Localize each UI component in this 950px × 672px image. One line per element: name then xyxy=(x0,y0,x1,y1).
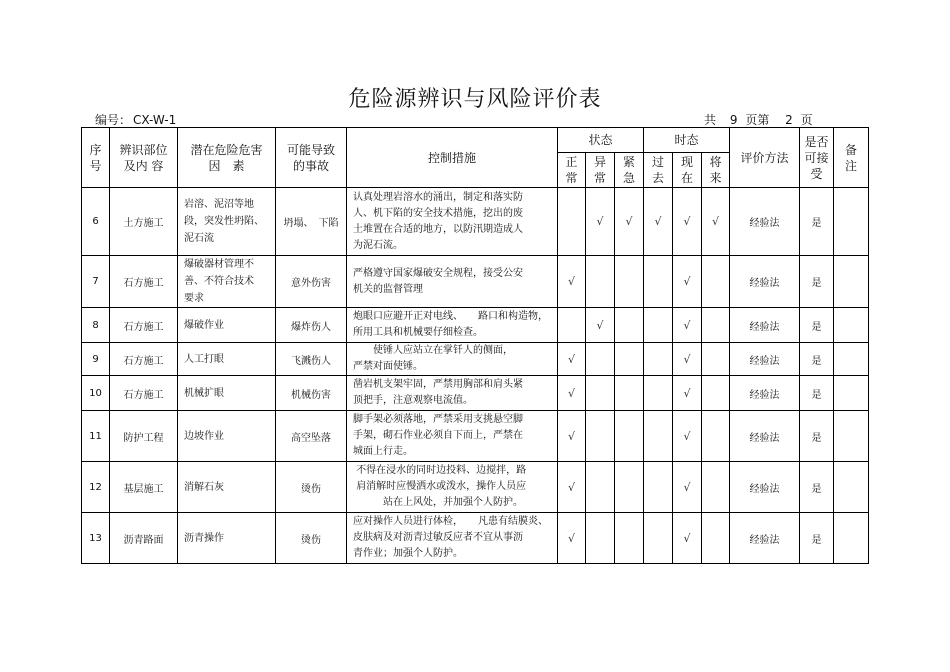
cell-part xyxy=(110,411,178,462)
cell-seq-text: 11 xyxy=(89,430,102,442)
cell-emergency xyxy=(615,411,644,462)
cell-accident xyxy=(276,462,347,513)
cell-future xyxy=(702,256,730,308)
cell-normal-text: √ xyxy=(567,429,575,443)
cell-accept-text: 是 xyxy=(811,432,822,444)
cell-part xyxy=(110,308,178,343)
cell-normal xyxy=(558,343,586,376)
cell-measure-text: 脚手架必须落地，严禁采用支挑悬空脚 手架，砌石作业必须自下而上，严禁在 城面上行走。 xyxy=(353,414,523,457)
cell-accept-text: 是 xyxy=(811,278,822,289)
cell-future-text: √ xyxy=(711,215,719,228)
cell-future xyxy=(702,308,730,343)
header-accident: 可能导致 的事故 xyxy=(276,128,347,188)
cell-measure-text: 应对操作人员进行体检， 凡患有结膜炎、 皮肤病及对沥青过敏反应者不宜从事沥 青作业；加强个人防护。 xyxy=(353,516,548,559)
cell-hazard xyxy=(178,188,276,256)
cell-measure-text: 炮眼口应避开正对电线、 路口和构造物， 所用工具和机械要仔细检查。 xyxy=(353,311,548,338)
cell-abnormal xyxy=(586,376,615,411)
cell-accident xyxy=(276,411,347,462)
cell-method-text: 经验法 xyxy=(749,355,780,367)
cell-part-text: 石方施工 xyxy=(123,278,164,289)
cell-remark xyxy=(834,256,869,308)
cell-method-text: 经验法 xyxy=(749,483,780,495)
cell-hazard-text: 爆破作业 xyxy=(184,319,224,331)
cell-seq-text: 12 xyxy=(89,481,102,493)
cell-part xyxy=(110,513,178,564)
cell-remark xyxy=(834,188,869,256)
cell-future xyxy=(702,188,730,256)
risk-table xyxy=(81,127,869,564)
cell-hazard-text: 边坡作业 xyxy=(184,430,224,442)
cell-hazard xyxy=(178,343,276,376)
cell-normal-text: √ xyxy=(567,386,575,400)
cell-measure-text: 使锤人应站立在掌钎人的侧面， 严禁对面使锤。 xyxy=(353,345,513,372)
cell-seq-text: 10 xyxy=(89,387,102,399)
cell-accept xyxy=(800,188,834,256)
cell-future xyxy=(702,411,730,462)
header-tense-future: 将 来 xyxy=(702,153,730,188)
cell-emergency xyxy=(615,462,644,513)
cell-method-text: 经验法 xyxy=(749,278,780,289)
cell-part-text: 土方施工 xyxy=(123,218,164,229)
cell-seq-text: 7 xyxy=(92,276,99,287)
cell-accept xyxy=(800,462,834,513)
cell-now xyxy=(673,462,702,513)
cell-measure-text: 严格遵守国家爆破安全规程，接受公安 机关的监督管理 xyxy=(353,267,523,295)
cell-part xyxy=(110,256,178,308)
cell-accident-text: 机械伤害 xyxy=(291,389,331,401)
header-state-normal: 正 常 xyxy=(558,153,586,188)
cell-seq xyxy=(82,308,110,343)
cell-normal-text: √ xyxy=(567,352,575,366)
cell-seq xyxy=(82,513,110,564)
cell-hazard-text: 岩溶、泥沼等地 段，突发性坍陷、 泥石流 xyxy=(184,199,264,244)
cell-future xyxy=(702,376,730,411)
cell-hazard xyxy=(178,256,276,308)
cell-normal xyxy=(558,308,586,343)
header-seq: 序 号 xyxy=(82,128,110,188)
cell-seq-text: 13 xyxy=(89,532,102,544)
cell-method xyxy=(730,376,800,411)
cell-abnormal xyxy=(586,188,615,256)
cell-emergency xyxy=(615,513,644,564)
table-row xyxy=(82,256,869,308)
cell-hazard-text: 沥青操作 xyxy=(184,532,224,544)
doc-number xyxy=(95,111,176,128)
cell-past xyxy=(644,343,673,376)
cell-measure xyxy=(347,308,558,343)
cell-remark xyxy=(834,513,869,564)
cell-measure xyxy=(347,376,558,411)
cell-accept-text: 是 xyxy=(811,534,822,546)
cell-hazard-text: 机械扩眼 xyxy=(184,387,224,399)
cell-seq xyxy=(82,188,110,256)
doc-number-value: CX-W-1 xyxy=(133,113,177,127)
cell-part xyxy=(110,462,178,513)
table-row xyxy=(82,513,869,564)
cell-remark xyxy=(834,376,869,411)
header-accept: 是否 可接 受 xyxy=(800,128,834,188)
cell-now-text: √ xyxy=(683,386,691,400)
cell-hazard-text: 人工打眼 xyxy=(184,353,224,365)
cell-normal xyxy=(558,411,586,462)
cell-now-text: √ xyxy=(683,480,691,494)
cell-accept xyxy=(800,411,834,462)
cell-measure-text: 认真处理岩溶水的涌出，制定和落实防 人、机下陷的安全技术措施，挖出的废 土堆置在合适的地方，以防汛期造成人 为泥石流。 xyxy=(353,191,523,251)
cell-abnormal xyxy=(586,256,615,308)
page-total-prefix: 共 xyxy=(704,113,717,127)
cell-part-text: 沥青路面 xyxy=(123,534,164,546)
page-total-suffix: 页第 xyxy=(745,113,770,127)
page-total: 9 xyxy=(729,113,738,127)
cell-accept-text: 是 xyxy=(811,218,822,229)
cell-remark xyxy=(834,462,869,513)
cell-accept-text: 是 xyxy=(811,321,822,333)
cell-emergency xyxy=(615,188,644,256)
header-measure: 控制措施 xyxy=(347,128,558,188)
table-row xyxy=(82,343,869,376)
page-info xyxy=(704,111,813,128)
header-tense-now: 现 在 xyxy=(673,153,702,188)
cell-measure xyxy=(347,188,558,256)
cell-measure xyxy=(347,462,558,513)
cell-future xyxy=(702,513,730,564)
table-row xyxy=(82,411,869,462)
cell-accident-text: 意外伤害 xyxy=(291,278,331,289)
cell-method xyxy=(730,462,800,513)
cell-accident-text: 烫伤 xyxy=(301,483,321,495)
cell-now xyxy=(673,308,702,343)
cell-accept xyxy=(800,256,834,308)
cell-accept xyxy=(800,513,834,564)
cell-hazard xyxy=(178,513,276,564)
cell-method xyxy=(730,343,800,376)
cell-accept xyxy=(800,343,834,376)
cell-now-text: √ xyxy=(683,275,691,288)
header-state-abnormal: 异 常 xyxy=(586,153,615,188)
cell-accident-text: 爆炸伤人 xyxy=(291,321,331,333)
cell-normal-text: √ xyxy=(567,275,575,288)
header-state-emergency: 紧 急 xyxy=(615,153,644,188)
cell-past xyxy=(644,513,673,564)
cell-normal xyxy=(558,256,586,308)
cell-emergency xyxy=(615,308,644,343)
cell-past xyxy=(644,308,673,343)
page-current: 2 xyxy=(785,113,793,127)
cell-part xyxy=(110,188,178,256)
cell-measure-text: 凿岩机支架牢固，严禁用胸部和肩头紧 顶把手，注意观察电流值。 xyxy=(353,379,523,406)
cell-abnormal xyxy=(586,411,615,462)
cell-now xyxy=(673,376,702,411)
cell-method xyxy=(730,411,800,462)
page-current-suffix: 页 xyxy=(800,113,813,127)
cell-measure xyxy=(347,256,558,308)
cell-hazard-text: 消解石灰 xyxy=(184,481,224,493)
cell-emergency xyxy=(615,343,644,376)
cell-now-text: √ xyxy=(683,429,691,443)
cell-part-text: 石方施工 xyxy=(123,389,164,401)
header-hazard: 潜在危险危害 因 素 xyxy=(178,128,276,188)
cell-now xyxy=(673,343,702,376)
cell-seq xyxy=(82,343,110,376)
cell-seq-text: 6 xyxy=(92,216,99,227)
cell-hazard xyxy=(178,308,276,343)
cell-accident xyxy=(276,343,347,376)
cell-method-text: 经验法 xyxy=(749,218,780,229)
cell-accept-text: 是 xyxy=(811,389,822,401)
cell-past xyxy=(644,411,673,462)
cell-method-text: 经验法 xyxy=(749,432,780,444)
cell-normal-text: √ xyxy=(567,531,575,545)
cell-accident xyxy=(276,376,347,411)
cell-future xyxy=(702,343,730,376)
cell-accept xyxy=(800,376,834,411)
cell-accident xyxy=(276,308,347,343)
page-title: 危险源辨识与风险评价表 xyxy=(348,87,602,112)
cell-now xyxy=(673,256,702,308)
cell-future xyxy=(702,462,730,513)
cell-hazard xyxy=(178,376,276,411)
header-part: 辨识部位 及内 容 xyxy=(110,128,178,188)
cell-accident-text: 烫伤 xyxy=(301,534,321,546)
cell-normal-text: √ xyxy=(567,480,575,494)
cell-emergency xyxy=(615,376,644,411)
header-state: 状态 xyxy=(558,128,644,153)
cell-remark xyxy=(834,343,869,376)
table-row xyxy=(82,376,869,411)
cell-now xyxy=(673,411,702,462)
cell-abnormal xyxy=(586,513,615,564)
header-remark: 备 注 xyxy=(834,128,869,188)
cell-abnormal xyxy=(586,462,615,513)
cell-emergency-text: √ xyxy=(625,215,633,228)
cell-past-text: √ xyxy=(654,215,662,228)
header-tense: 时态 xyxy=(644,128,730,153)
cell-accident-text: 高空坠落 xyxy=(291,432,331,444)
cell-past xyxy=(644,256,673,308)
cell-now-text: √ xyxy=(683,531,691,545)
cell-accept xyxy=(800,308,834,343)
cell-now-text: √ xyxy=(683,318,691,332)
cell-accept-text: 是 xyxy=(811,355,822,367)
cell-measure xyxy=(347,513,558,564)
cell-method xyxy=(730,256,800,308)
header-tense-past: 过 去 xyxy=(644,153,673,188)
cell-accident xyxy=(276,513,347,564)
cell-remark xyxy=(834,308,869,343)
cell-abnormal xyxy=(586,308,615,343)
cell-past xyxy=(644,188,673,256)
table-row xyxy=(82,188,869,256)
cell-method xyxy=(730,308,800,343)
cell-method-text: 经验法 xyxy=(749,534,780,546)
cell-part xyxy=(110,376,178,411)
header-method: 评价方法 xyxy=(730,128,800,188)
cell-emergency xyxy=(615,256,644,308)
cell-seq xyxy=(82,256,110,308)
cell-seq xyxy=(82,411,110,462)
cell-normal xyxy=(558,462,586,513)
cell-accident-text: 坍塌、 下陷 xyxy=(283,218,339,229)
cell-part xyxy=(110,343,178,376)
cell-abnormal-text: √ xyxy=(596,215,604,228)
cell-remark xyxy=(834,411,869,462)
cell-part-text: 石方施工 xyxy=(123,355,164,367)
cell-past xyxy=(644,376,673,411)
cell-hazard xyxy=(178,462,276,513)
table-body xyxy=(82,188,869,564)
cell-measure xyxy=(347,343,558,376)
table-row xyxy=(82,308,869,343)
cell-measure xyxy=(347,411,558,462)
cell-seq-text: 9 xyxy=(92,353,99,365)
table-row xyxy=(82,462,869,513)
cell-part-text: 石方施工 xyxy=(123,321,164,333)
cell-accident xyxy=(276,256,347,308)
cell-now xyxy=(673,513,702,564)
cell-method xyxy=(730,513,800,564)
cell-accident-text: 飞溅伤人 xyxy=(291,355,331,367)
cell-seq xyxy=(82,376,110,411)
cell-method-text: 经验法 xyxy=(749,321,780,333)
doc-number-label: 编号： xyxy=(95,113,132,127)
cell-now xyxy=(673,188,702,256)
cell-seq xyxy=(82,462,110,513)
cell-abnormal xyxy=(586,343,615,376)
cell-normal xyxy=(558,376,586,411)
cell-abnormal-text: √ xyxy=(596,318,604,332)
cell-hazard-text: 爆破器材管理不 善、不符合技术 要求 xyxy=(184,259,254,304)
cell-accept-text: 是 xyxy=(811,483,822,495)
cell-hazard xyxy=(178,411,276,462)
cell-measure-text: 不得在浸水的同时边投料、边搅拌，路 肩消解时应慢洒水或泼水，操作人员应 站在上风处，并加强个人防护。 xyxy=(356,465,527,508)
cell-past xyxy=(644,462,673,513)
cell-part-text: 基层施工 xyxy=(123,483,164,495)
cell-seq-text: 8 xyxy=(92,319,99,331)
cell-part-text: 防护工程 xyxy=(123,432,164,444)
cell-normal xyxy=(558,188,586,256)
cell-method-text: 经验法 xyxy=(749,389,780,401)
cell-now-text: √ xyxy=(683,352,691,366)
cell-accident xyxy=(276,188,347,256)
cell-method xyxy=(730,188,800,256)
cell-now-text: √ xyxy=(683,215,691,228)
cell-normal xyxy=(558,513,586,564)
